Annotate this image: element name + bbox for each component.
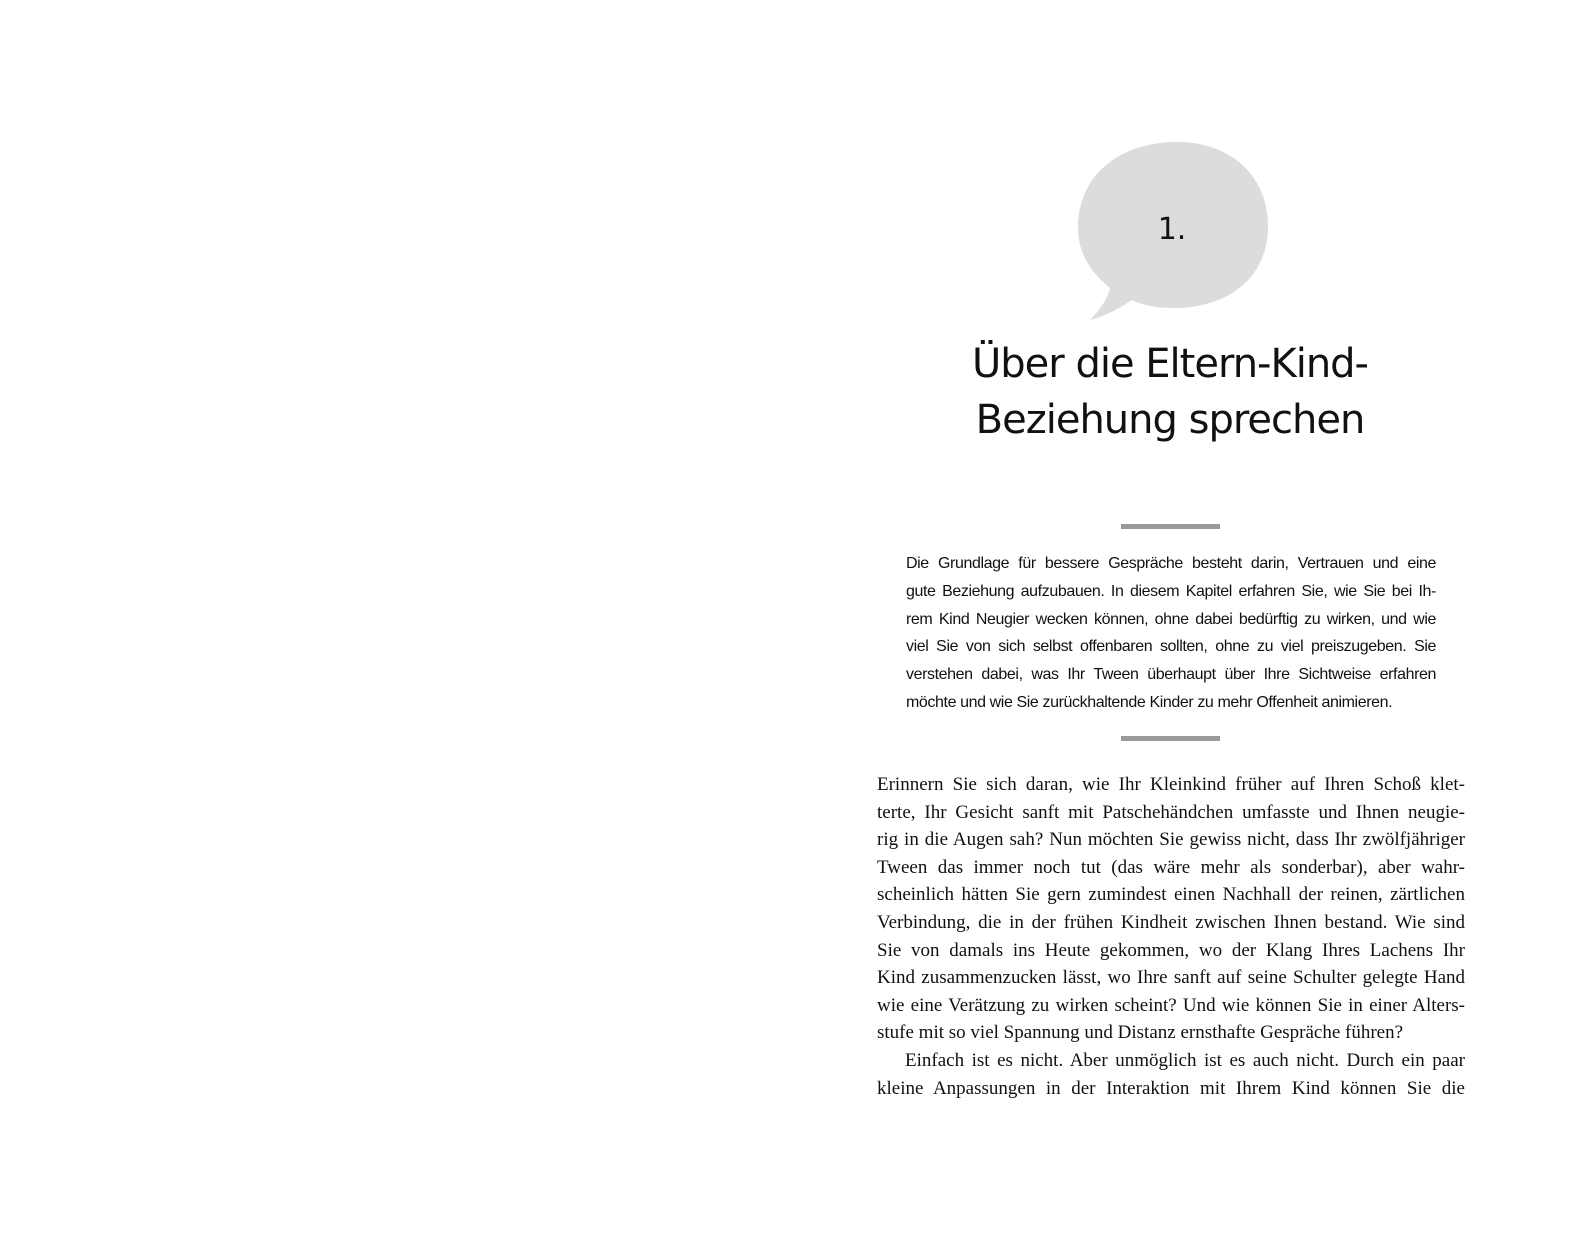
chapter-summary xyxy=(906,550,1436,717)
body-line: terte, Ihr Gesicht sanft mit Patschehändchen umfasste und Ihnen neugie- xyxy=(877,801,1465,823)
body-text xyxy=(877,771,1465,1102)
body-line: Sie von damals ins Heute gekommen, wo der Klang Ihres Lachens Ihr xyxy=(877,939,1465,961)
body-line: kleine Anpassungen in der Interaktion mit Ihrem Kind können Sie die xyxy=(877,1077,1465,1099)
body-line: Einfach ist es nicht. Aber unmöglich ist es auch nicht. Durch ein paar xyxy=(905,1049,1465,1071)
summary-line: möchte und wie Sie zurückhaltende Kinder zu mehr Offenheit animieren. xyxy=(906,693,1393,711)
chapter-title xyxy=(900,336,1440,448)
body-line: Erinnern Sie sich daran, wie Ihr Kleinkind früher auf Ihren Schoß klet- xyxy=(877,774,1465,795)
body-line: rig in die Augen sah? Nun möchten Sie gewiss nicht, dass Ihr zwölfjähriger xyxy=(877,829,1465,851)
divider-rule-top xyxy=(1121,524,1220,529)
summary-line: rem Kind Neugier wecken können, ohne dabei bedürftig zu wirken, und wie xyxy=(906,610,1436,628)
body-line: wie eine Verätzung zu wirken scheint? Und wie können Sie in einer Alters- xyxy=(877,994,1465,1016)
body-line: Kind zusammenzucken lässt, wo Ihre sanft auf seine Schulter gelegte Hand xyxy=(877,967,1465,989)
summary-line: gute Beziehung aufzubauen. In diesem Kapitel erfahren Sie, wie Sie bei Ih- xyxy=(906,582,1436,600)
chapter-title-line: Beziehung sprechen xyxy=(975,397,1365,443)
chapter-title-line: Über die Eltern-Kind- xyxy=(972,341,1368,387)
body-line: Tween das immer noch tut (das wäre mehr als sonderbar), aber wahr- xyxy=(877,856,1465,878)
body-line: scheinlich hätten Sie gern zumindest einen Nachhall der reinen, zärtlichen xyxy=(877,884,1465,906)
body-line: stufe mit so viel Spannung und Distanz ernsthafte Gespräche führen? xyxy=(877,1022,1404,1044)
chapter-number: 1. xyxy=(1157,212,1187,247)
body-line: Verbindung, die in der frühen Kindheit zwischen Ihnen bestand. Wie sind xyxy=(877,911,1465,933)
summary-line: verstehen dabei, was Ihr Tween überhaupt über Ihre Sichtweise erfahren xyxy=(906,666,1436,684)
summary-line: viel Sie von sich selbst offenbaren sollten, ohne zu viel preiszugeben. Sie xyxy=(906,638,1436,656)
summary-line: Die Grundlage für bessere Gespräche besteht darin, Vertrauen und eine xyxy=(906,555,1436,572)
divider-rule-bottom xyxy=(1121,736,1220,741)
